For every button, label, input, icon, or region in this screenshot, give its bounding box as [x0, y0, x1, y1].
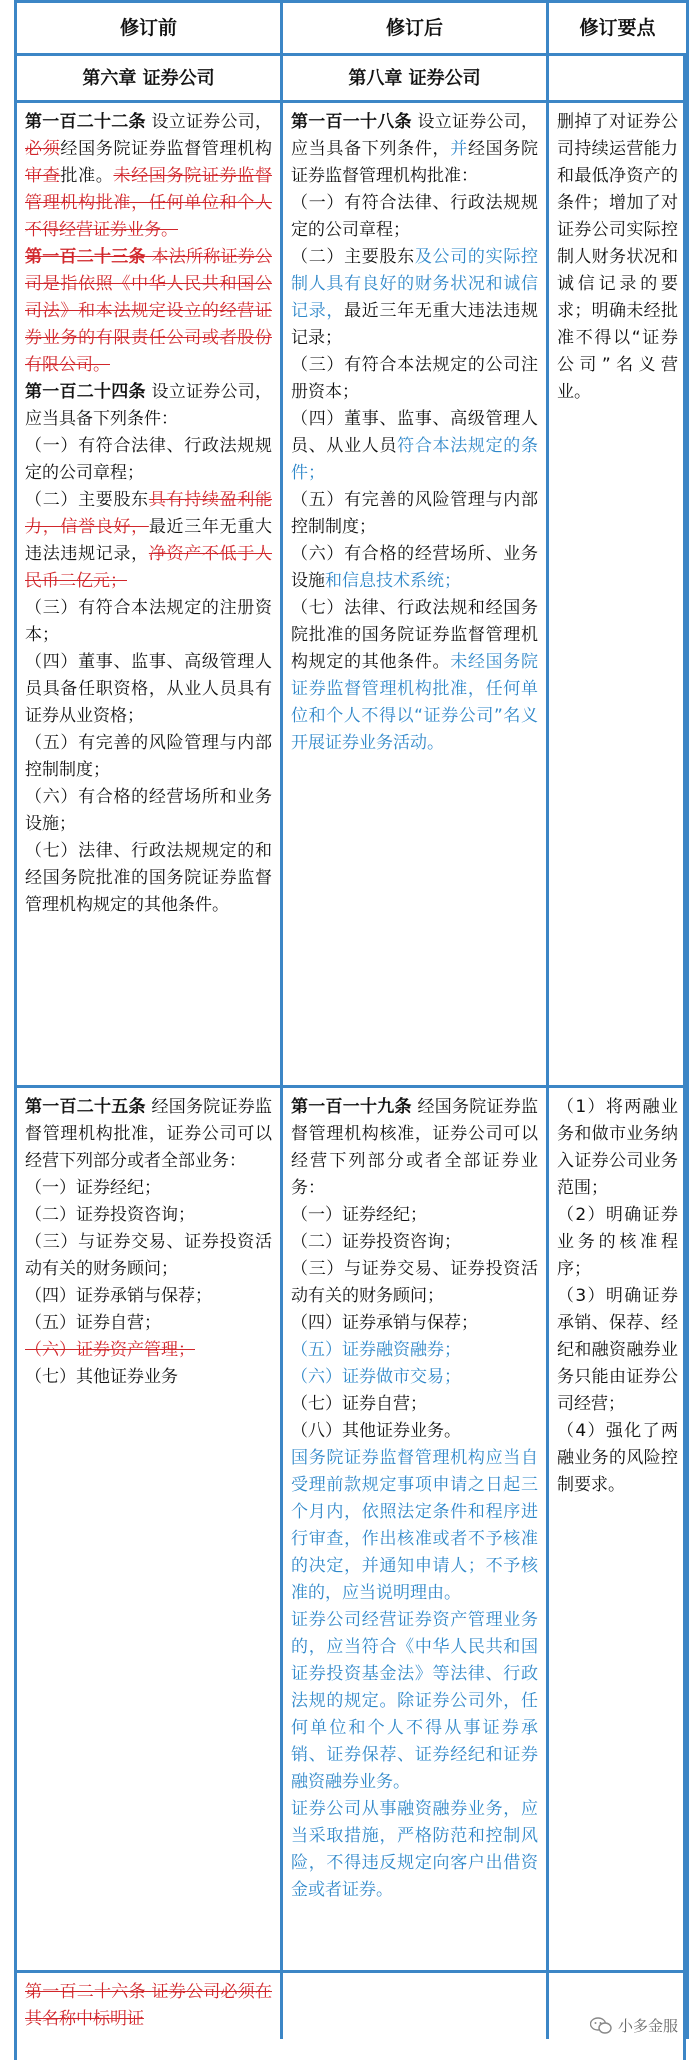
text-segment: （五）证券自营；: [25, 1313, 161, 1333]
row2-notes: [548, 1087, 688, 1972]
text-segment: 未经国务院证券监督管理机构批准，任何单位和个人不得经营证券业务。: [25, 166, 273, 240]
text-segment: （六）有合格的经营场所和业务设施；: [25, 787, 272, 834]
text-segment: 第一百一十九条: [291, 1097, 412, 1117]
text-segment: （三）与证券交易、证券投资活动有关的财务顾问；: [25, 1232, 272, 1279]
table-row: [16, 1972, 688, 2040]
text-segment: 本法所称证券公司是指依照《中华人民共和国公司法》和本法规定设立的经营证券业务的有限责任公司或者股份有限公司。: [25, 247, 272, 375]
row1-after: [282, 102, 548, 1087]
row3-before: [16, 1972, 282, 2040]
text-segment: （二）主要股东: [291, 247, 415, 267]
text-segment: （七）证券自营；: [291, 1394, 427, 1414]
chapter-after: 第八章 证券公司: [282, 55, 548, 102]
text-segment: （一）证券经纪；: [25, 1178, 161, 1198]
text-segment: （七）法律、行政法规规定的和经国务院批准的国务院证券监督管理机构规定的其他条件。: [25, 841, 272, 915]
text-segment: 第一百二十六条 证券公司必须在其名称中标明证: [25, 1982, 272, 2029]
text-segment: 必须: [25, 139, 61, 159]
text-segment: 符合本法规定的条件；: [291, 436, 539, 483]
text-segment: （一）有符合法律、行政法规规定的公司章程；: [291, 193, 538, 240]
watermark: [590, 2015, 678, 2036]
text-segment: 和信息技术系统；: [325, 571, 461, 591]
row1-notes: 删掉了对证券公司持续运营能力和最低净资产的条件；增加了对证券公司实际控制人财务状况和诚信记录的要求；明确未经批准不得以“证券公司”名义营业。: [548, 102, 688, 1087]
text-segment: （六）有合格的经营场所、业务设施: [291, 544, 538, 591]
text-segment: 证券公司从事融资融券业务，应当采取措施，严格防范和控制风险，不得违反规定向客户出借资金或者证券。: [291, 1799, 538, 1900]
text-segment: 经国务院证券监督管理机构批准：: [291, 139, 539, 186]
header-notes: 修订要点: [548, 2, 688, 55]
text-segment: （六）证券资产管理；: [25, 1340, 195, 1360]
text-segment: 经国务院证券监督管理机构: [60, 139, 273, 159]
text-segment: （八）其他证券业务。: [291, 1421, 461, 1441]
text-segment: （一）有符合法律、行政法规规定的公司章程；: [25, 436, 272, 483]
text-segment: 经国务院证券监督管理机构核准，证券公司可以经营下列部分或者全部证券业务：: [291, 1097, 538, 1198]
note-item: （2）明确证券业务的核准程序；: [557, 1205, 678, 1279]
text-segment: 第一百二十二条: [25, 112, 146, 132]
header-after: 修订后: [282, 2, 548, 55]
text-segment: （四）证券承销与保荐；: [25, 1286, 212, 1306]
text-segment: （二）证券投资咨询；: [25, 1205, 195, 1225]
text-segment: 净资产不低于人民币二亿元；: [25, 544, 273, 591]
note-item: （1）将两融业务和做市业务纳入证券公司业务范围；: [557, 1097, 678, 1198]
text-segment: （四）证券承销与保荐；: [291, 1313, 478, 1333]
text-segment: （七）其他证券业务: [25, 1367, 178, 1387]
text-segment: （五）证券融资融券；: [291, 1340, 461, 1360]
text-segment: 最近三年无重大违法违规记录；: [291, 301, 539, 348]
text-segment: 经国务院证券监督管理机构批准，证券公司可以经营下列部分或者全部业务：: [25, 1097, 272, 1171]
text-segment: （五）有完善的风险管理与内部控制制度；: [25, 733, 272, 780]
text-segment: 第一百一十八条: [291, 112, 412, 132]
text-segment: （一）证券经纪；: [291, 1205, 427, 1225]
chapter-notes: [548, 55, 688, 102]
text-segment: （五）有完善的风险管理与内部控制制度；: [291, 490, 538, 537]
text-segment: 审查: [25, 166, 61, 186]
text-segment: 并: [450, 139, 468, 159]
text-segment: 未经国务院证券监督管理机构批准，任何单位和个人不得以“证券公司”名义开展证券业务活动。: [291, 652, 539, 753]
row2-before: [16, 1087, 282, 1972]
text-segment: （二）主要股东: [25, 490, 149, 510]
text-segment: （四）董事、监事、高级管理人员、从业人员: [291, 409, 538, 456]
text-segment: 设立证券公司，应当具备下列条件：: [25, 382, 272, 429]
watermark-text: 小多金服: [617, 2017, 678, 2035]
text-segment: （三）有符合本法规定的公司注册资本；: [291, 355, 538, 402]
text-segment: 第一百二十五条: [25, 1097, 146, 1117]
text-segment: 设立证券公司，应当具备下列条件，: [291, 112, 538, 159]
text-segment: 具有持续盈利能力，信誉良好，: [25, 490, 273, 537]
text-segment: 国务院证券监督管理机构应当自受理前款规定事项申请之日起三个月内，依照法定条件和程序进行审查，作出核准或者不予核准的决定，并通知申请人；不予核准的，应当说明理由。: [291, 1448, 538, 1603]
text-segment: （四）董事、监事、高级管理人员具备任职资格，从业人员具有证券从业资格；: [25, 652, 272, 726]
text-segment: 第一百二十三条: [25, 247, 146, 267]
table-row: [16, 1087, 688, 1972]
text-segment: （三）有符合本法规定的注册资本；: [25, 598, 272, 645]
text-segment: （三）与证券交易、证券投资活动有关的财务顾问；: [291, 1259, 538, 1306]
text-segment: 第一百二十四条: [25, 382, 146, 402]
wechat-icon: [590, 2017, 612, 2035]
header-before: 修订前: [16, 2, 282, 55]
row2-after: [282, 1087, 548, 1972]
text-segment: （二）证券投资咨询；: [291, 1232, 461, 1252]
note-item: （3）明确证券承销、保荐、经纪和融资融券业务只能由证券公司经营；: [557, 1286, 678, 1414]
comparison-table: [14, 0, 689, 2039]
header-row: [16, 2, 688, 55]
text-segment: 最近三年无重大违法违规记录，: [25, 517, 273, 564]
text-segment: 证券公司经营证券资产管理业务的，应当符合《中华人民共和国证券投资基金法》等法律、行政法规的规定。除证券公司外，任何单位和个人不得从事证券承销、证券保荐、证券经纪和证券融资融券业务。: [291, 1610, 538, 1792]
chapter-before: 第六章 证券公司: [16, 55, 282, 102]
text-segment: （七）法律、行政法规和经国务院批准的国务院证券监督管理机构规定的其他条件。: [291, 598, 538, 672]
text-segment: 批准。: [60, 166, 114, 186]
text-segment: 设立证券公司，: [145, 112, 272, 132]
chapter-row: [16, 55, 688, 102]
row3-after: [282, 1972, 548, 2040]
note-item: （4）强化了两融业务的风险控制要求。: [557, 1421, 678, 1495]
text-segment: 及公司的实际控制人具有良好的财务状况和诚信记录，: [291, 247, 539, 321]
row1-before: [16, 102, 282, 1087]
text-segment: （六）证券做市交易；: [291, 1367, 461, 1387]
table-row: [16, 102, 688, 1087]
